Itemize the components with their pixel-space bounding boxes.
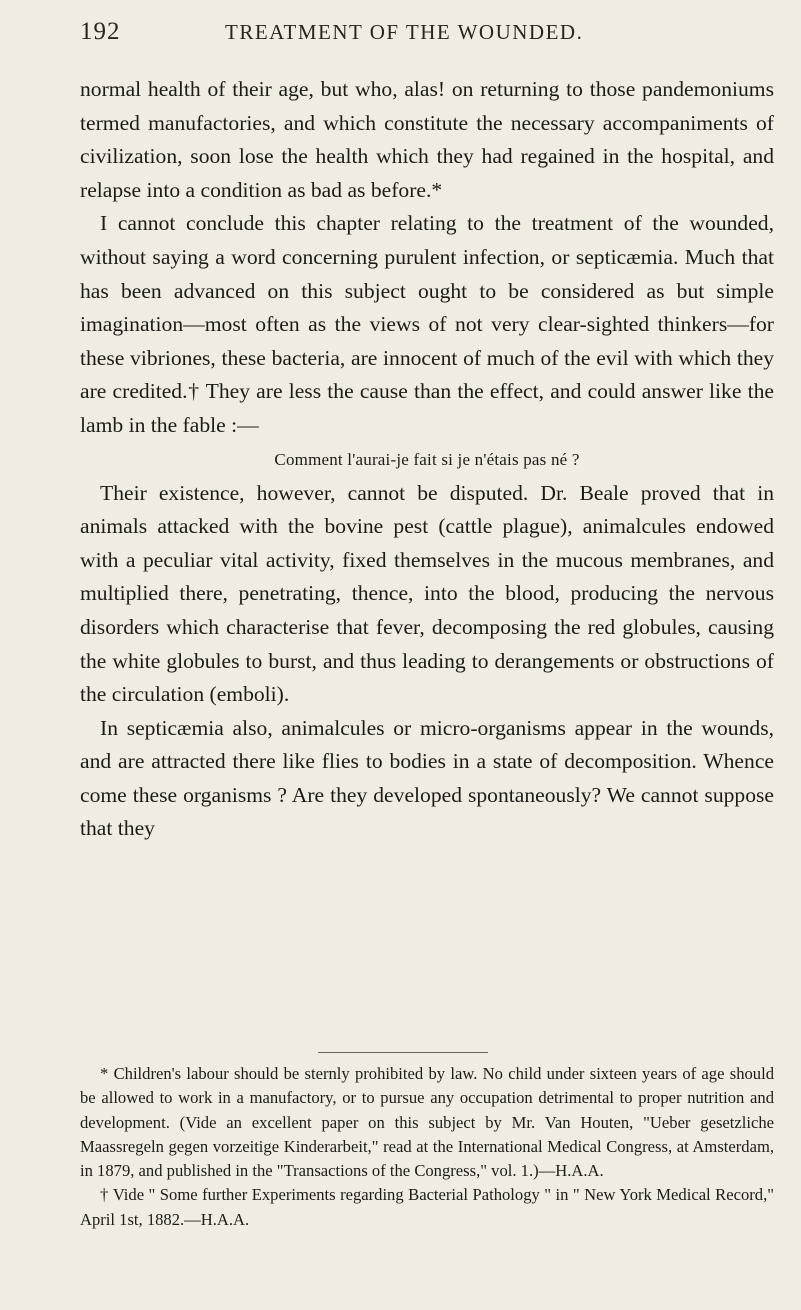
paragraph-1: normal health of their age, but who, alas! on returning to those pandemoniums termed manufactories, and which constitute the necessary accompaniments of civilization, soon lose the health which they had regained in the hospital, and relapse into a condition as bad as before.* <box>80 77 774 202</box>
paragraph-2: I cannot conclude this chapter relating to the treatment of the wounded, without saying a word concerning purulent infection, or septicæmia. Much that has been advanced on this subject ought to be considered as but simple imagination—most often as the views of not very clear-sighted thinkers—for these vibriones, these bacteria, are innocent of much of the evil with which they are credited.† They are less the cause than the effect, and could answer like the lamb in the fable :— <box>80 211 774 437</box>
footnote-2: † Vide " Some further Experiments regarding Bacterial Pathology " in " New York Medical Record," April 1st, 1882.—H.A.A. <box>80 1185 774 1229</box>
footnotes <box>80 1062 774 1232</box>
paragraph-3: Their existence, however, cannot be disputed. Dr. Beale proved that in animals attacked with the bovine pest (cattle plague), animalcules endowed with a peculiar vital activity, fixed themselves in the mucous membranes, and multiplied there, penetrating, thence, into the blood, producing the nervous disorders which characterise that fever, decomposing the red globules, causing the white globules to burst, and thus leading to derangements or obstructions of the circulation (emboli). <box>80 480 774 707</box>
footnote-1: * Children's labour should be sternly prohibited by law. No child under sixteen years of age should be allowed to work in a manufactory, or to pursue any occupation detrimental to proper nutrition and development. (Vide an excellent paper on this subject by Mr. Van Houten, "Ueber gesetzliche Maassregeln gegen vorzeitige Kinderarbeit," read at the International Medical Congress, at Amsterdam, in 1879, and published in the "Transactions of the Congress," vol. 1.)—H.A.A. <box>80 1064 774 1181</box>
paragraph-4: In septicæmia also, animalcules or micro-organisms appear in the wounds, and are attracted there like flies to bodies in a state of decomposition. Whence come these organisms ? Are they developed spontaneously? We cannot suppose that they <box>80 715 774 841</box>
fable-quote: Comment l'aurai-je fait si je n'étais pas né ? <box>274 449 580 469</box>
footnote-divider <box>318 1052 488 1053</box>
page-header <box>80 18 780 48</box>
page-number: 192 <box>80 18 121 45</box>
running-head: TREATMENT OF THE WOUNDED. <box>225 20 584 44</box>
body-text <box>80 73 774 846</box>
